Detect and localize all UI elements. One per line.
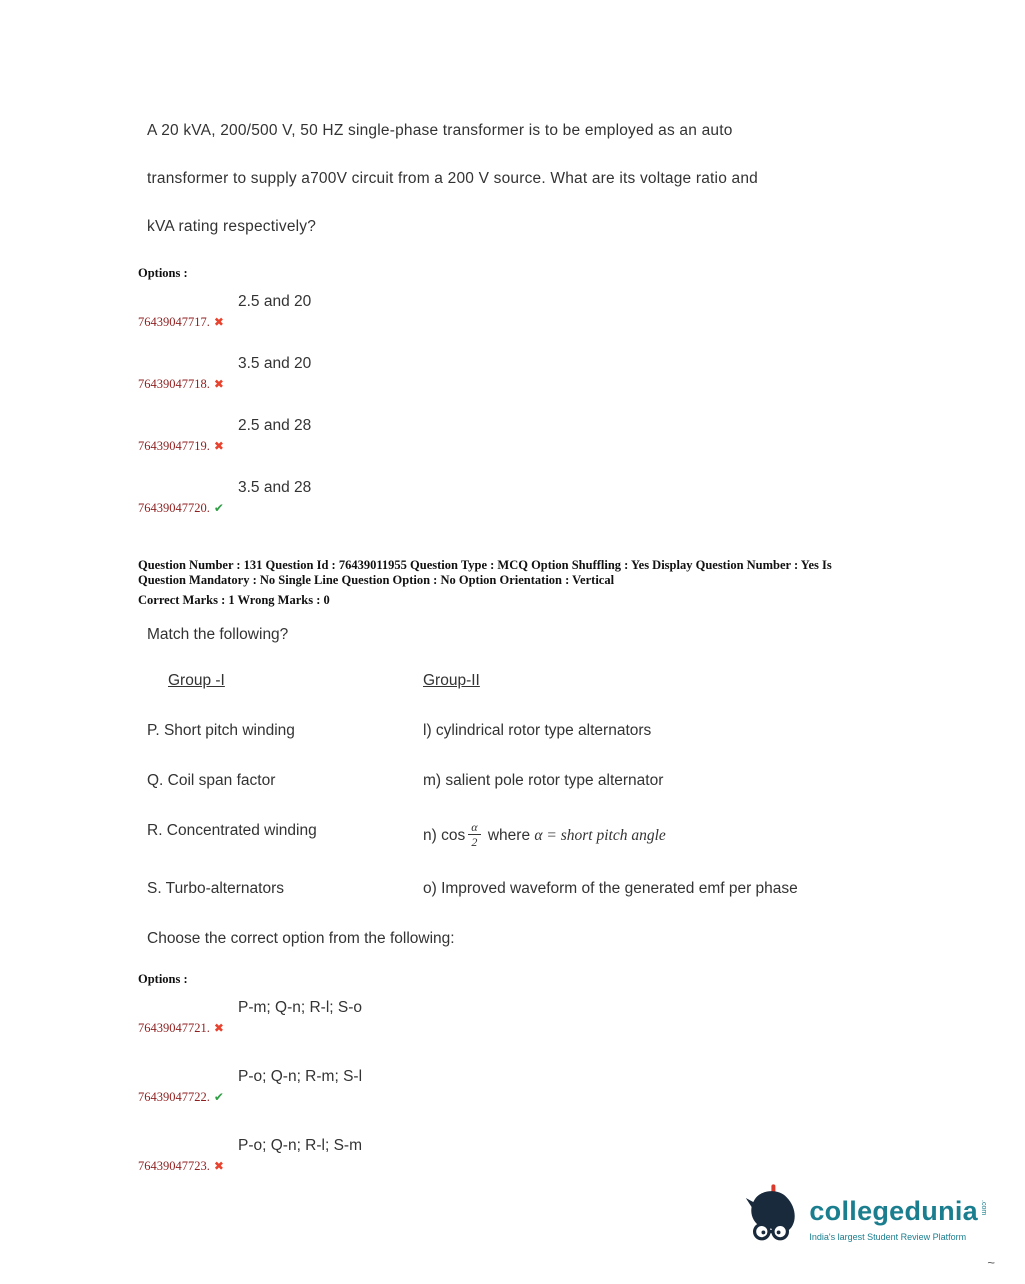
brand-name: collegedunia — [809, 1196, 978, 1226]
match-right-item-formula — [415, 821, 908, 848]
collegedunia-logo — [745, 1184, 987, 1244]
match-row — [138, 721, 908, 740]
question-text-line: kVA rating respectively? — [147, 218, 317, 235]
meta-line: Correct Marks : 1 Wrong Marks : 0 — [138, 593, 330, 607]
wrong-mark-icon: ✖ — [213, 377, 224, 391]
brand-row — [809, 1196, 987, 1226]
options-label: Options : — [138, 972, 188, 986]
option-id-line — [138, 1021, 908, 1036]
option-text: 2.5 and 28 — [238, 417, 312, 434]
match-left-item: P. Short pitch winding — [147, 722, 295, 739]
meta-line: Question Number : 131 Question Id : 76439011955 Question Type : MCQ Option Shuffling : Yes Display Question Number : Yes Is — [138, 558, 832, 572]
page-content — [138, 122, 908, 1206]
option-text: P-o; Q-n; R-l; S-m — [238, 1137, 363, 1154]
fraction-denominator: 2 — [471, 835, 478, 849]
option-id-line — [138, 439, 908, 454]
match-right-item: m) salient pole rotor type alternator — [423, 772, 664, 789]
wrong-mark-icon: ✖ — [213, 1021, 224, 1035]
match-left-item: R. Concentrated winding — [147, 822, 317, 839]
wrong-mark-icon: ✖ — [213, 1159, 224, 1173]
question-prompt: Match the following? — [147, 626, 289, 643]
group1-header: Group -I — [168, 672, 225, 689]
group1-header-cell — [138, 672, 415, 690]
option-row — [138, 417, 908, 454]
option-id-line — [138, 1090, 908, 1105]
option-text: P-o; Q-n; R-m; S-l — [238, 1068, 363, 1085]
formula-definition: α = short pitch angle — [534, 827, 666, 844]
option-row — [138, 1137, 908, 1174]
question-text-line: A 20 kVA, 200/500 V, 50 HZ single-phase transformer is to be employed as an auto — [147, 122, 733, 139]
option-id: 76439047723. — [138, 1159, 210, 1173]
option-row — [138, 355, 908, 392]
options-label: Options : — [138, 266, 188, 280]
brand-tagline: India's largest Student Review Platform — [809, 1232, 967, 1242]
match-table-header — [138, 672, 908, 690]
option-id: 76439047717. — [138, 315, 210, 329]
brand-tld: .com — [980, 1200, 987, 1216]
match-row — [138, 879, 908, 898]
option-row — [138, 293, 908, 330]
option-text: 2.5 and 20 — [238, 293, 312, 310]
option-id-line — [138, 1159, 908, 1174]
meta-line: Question Mandatory : No Single Line Question Option : No Option Orientation : Vertical — [138, 573, 615, 587]
question-text-line: transformer to supply a700V circuit from a 200 V source. What are its voltage ratio and — [147, 170, 758, 187]
option-id: 76439047720. — [138, 501, 210, 515]
match-left-item: Q. Coil span factor — [147, 772, 276, 789]
wrong-mark-icon: ✖ — [213, 315, 224, 329]
fraction — [468, 821, 480, 848]
option-id: 76439047719. — [138, 439, 210, 453]
match-right-item: l) cylindrical rotor type alternators — [423, 722, 652, 739]
option-text: 3.5 and 20 — [238, 355, 312, 372]
option-id: 76439047718. — [138, 377, 210, 391]
correct-mark-icon: ✔ — [213, 1090, 224, 1104]
option-row — [138, 999, 908, 1036]
fraction-numerator: α — [468, 821, 480, 835]
option-id-line — [138, 377, 908, 392]
option-id: 76439047721. — [138, 1021, 210, 1035]
question-131-block — [138, 558, 908, 1174]
collegedunia-mascot-icon — [745, 1184, 801, 1244]
group2-header: Group-II — [423, 672, 480, 689]
match-row — [138, 771, 908, 790]
formula-prefix: n) cos — [423, 827, 466, 844]
question-metadata — [138, 558, 908, 608]
option-text: P-m; Q-n; R-l; S-o — [238, 999, 363, 1016]
option-id-line — [138, 501, 908, 516]
option-text: 3.5 and 28 — [238, 479, 312, 496]
option-row — [138, 479, 908, 516]
match-row — [138, 821, 908, 848]
wrong-mark-icon: ✖ — [213, 439, 224, 453]
match-right-item: o) Improved waveform of the generated emf per phase — [423, 880, 798, 897]
match-left-item: S. Turbo-alternators — [147, 880, 284, 897]
formula-where: where — [487, 827, 531, 844]
question-130-block — [138, 122, 908, 516]
correct-mark-icon: ✔ — [213, 501, 224, 515]
page-artifact: ~ — [987, 1255, 995, 1270]
option-id: 76439047722. — [138, 1090, 210, 1104]
option-row — [138, 1068, 908, 1105]
choose-instruction: Choose the correct option from the following: — [147, 930, 455, 947]
option-id-line — [138, 315, 908, 330]
logo-text-block — [809, 1196, 987, 1244]
group2-header-cell — [415, 672, 908, 690]
